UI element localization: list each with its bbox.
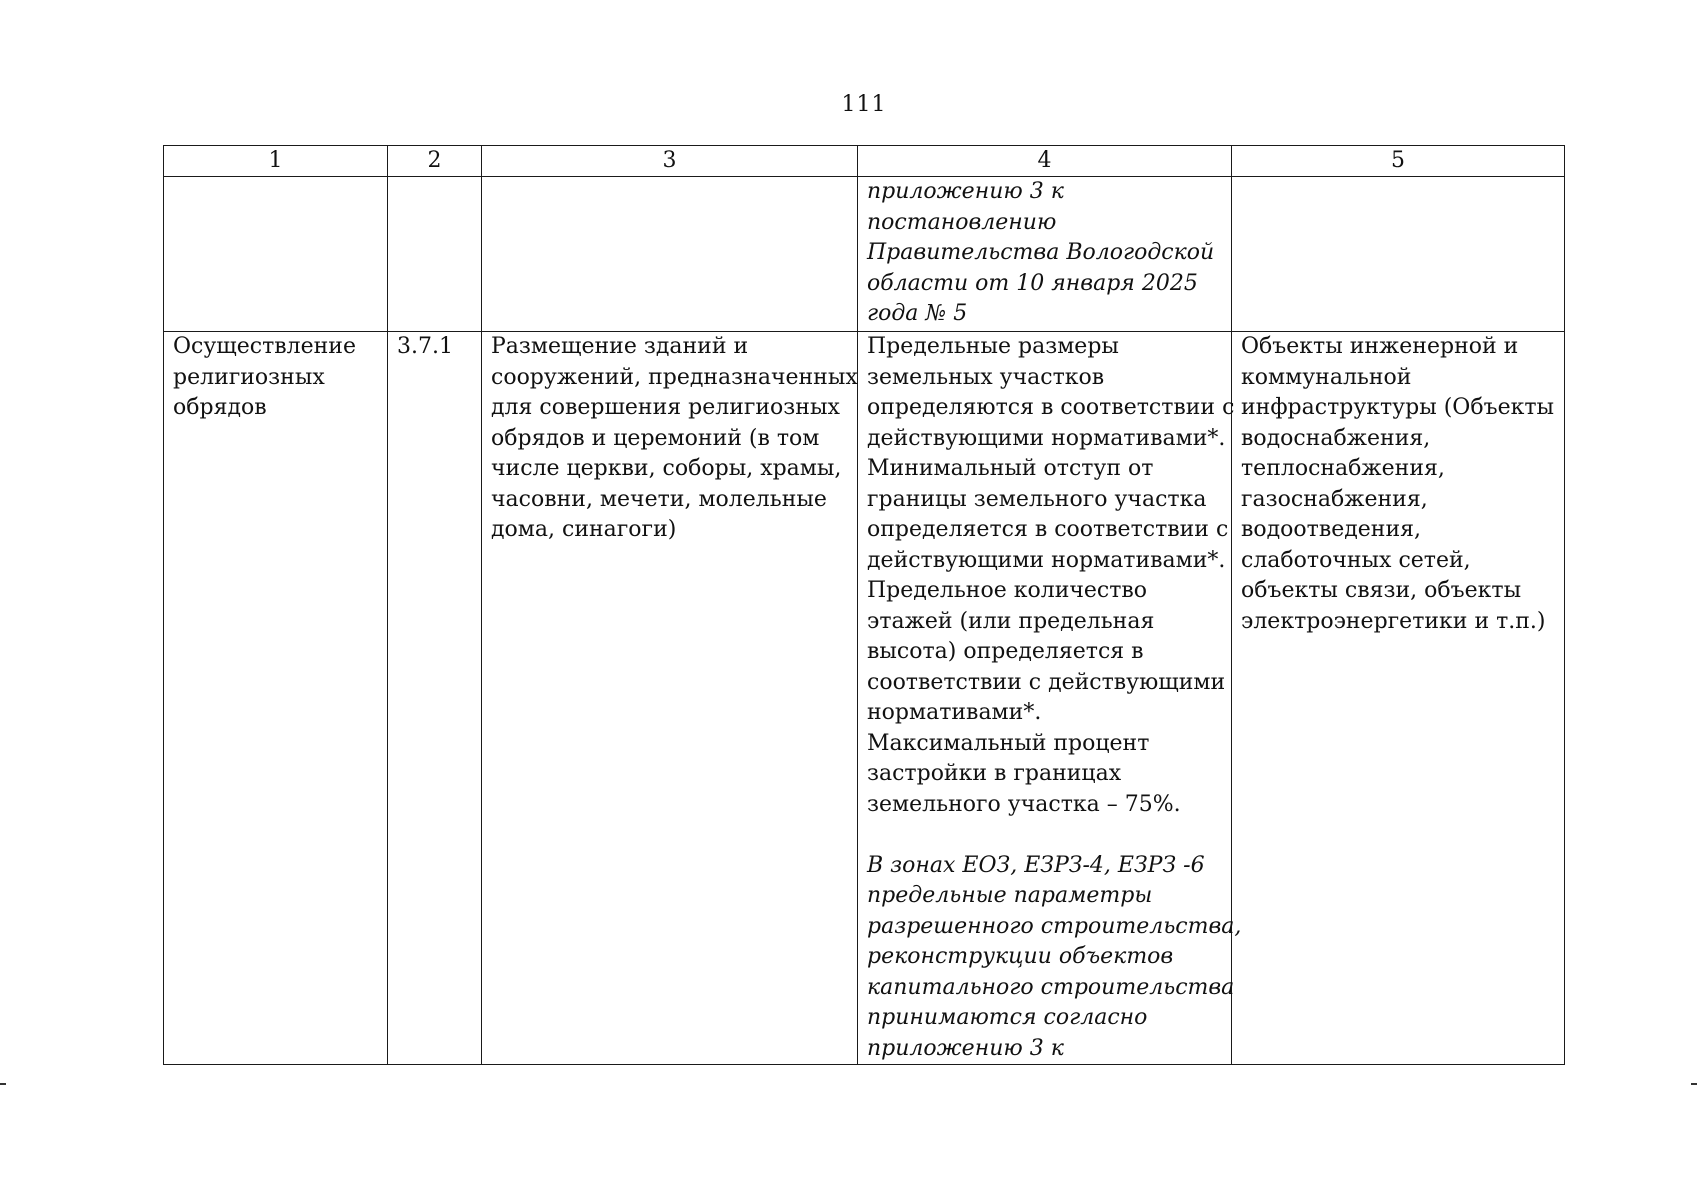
paragraph-gap xyxy=(867,820,1224,851)
auxiliary-line: теплоснабжения, xyxy=(1241,456,1445,481)
regulations-table xyxy=(163,145,1565,1065)
scan-edge-mark-left xyxy=(0,1083,6,1085)
auxiliary-objects-cell xyxy=(1232,332,1565,1065)
parameters-line: определяются в соответствии с xyxy=(867,395,1235,420)
header-col-4: 4 xyxy=(858,146,1232,177)
cont-cell-4 xyxy=(858,177,1232,332)
parameters-line: высота) определяется в xyxy=(867,639,1144,664)
cont-col4-line: года № 5 xyxy=(867,301,968,326)
table-row-continuation xyxy=(164,177,1565,332)
auxiliary-line: водоотведения, xyxy=(1241,517,1422,542)
header-col-2: 2 xyxy=(388,146,482,177)
parameters-line: определяется в соответствии с xyxy=(867,517,1229,542)
auxiliary-line: водоснабжения, xyxy=(1241,425,1431,451)
parameters-line: границы земельного участка xyxy=(867,486,1207,512)
header-col-1: 1 xyxy=(164,146,388,177)
parameters-cell xyxy=(858,332,1242,1065)
parameters-italic-line: разрешенного строительства, xyxy=(867,913,1242,939)
parameters-line: застройки в границах xyxy=(867,761,1122,786)
header-col-5: 5 xyxy=(1232,146,1565,177)
cont-col4-line: области от 10 января 2025 xyxy=(867,270,1198,296)
parameters-line: земельного участка – 75%. xyxy=(867,791,1181,817)
parameters-line: действующими нормативами*. xyxy=(867,547,1226,573)
cont-col4-line: Правительства Вологодской xyxy=(867,240,1215,265)
cont-cell-2 xyxy=(388,177,482,332)
parameters-italic-line: реконструкции объектов xyxy=(867,944,1174,969)
description-line: обрядов и церемоний (в том xyxy=(491,425,820,451)
description-line: дома, синагоги) xyxy=(491,517,677,542)
auxiliary-line: электроэнергетики и т.п.) xyxy=(1241,608,1546,634)
cont-cell-1 xyxy=(164,177,388,332)
parameters-line: этажей (или предельная xyxy=(867,608,1155,634)
auxiliary-line: Объекты инженерной и xyxy=(1241,334,1519,359)
header-col-3: 3 xyxy=(482,146,858,177)
parameters-italic-line: В зонах ЕОЗ, ЕЗРЗ-4, ЕЗРЗ -6 xyxy=(867,852,1205,878)
description-line: часовни, мечети, молельные xyxy=(491,486,827,512)
auxiliary-line: объекты связи, объекты xyxy=(1241,578,1522,603)
cont-cell-3 xyxy=(482,177,858,332)
parameters-line: Максимальный процент xyxy=(867,730,1150,756)
parameters-italic-line: приложению 3 к xyxy=(867,1035,1064,1061)
description-line: для совершения религиозных xyxy=(491,395,840,420)
auxiliary-line: слаботочных сетей, xyxy=(1241,547,1471,573)
description-line: Размещение зданий и xyxy=(491,334,749,359)
parameters-line: Предельное количество xyxy=(867,578,1148,603)
parameters-line: действующими нормативами*. xyxy=(867,425,1226,451)
use-name-line: Осуществление xyxy=(173,334,356,359)
cont-col4-line: постановлению xyxy=(867,209,1057,235)
parameters-italic-line: принимаются согласно xyxy=(867,1005,1148,1030)
use-name-line: религиозных xyxy=(173,364,325,390)
cont-cell-5 xyxy=(1232,177,1565,332)
description-line: сооружений, предназначенных xyxy=(491,364,858,390)
use-name-line: обрядов xyxy=(173,395,267,420)
parameters-italic-line: капитального строительства xyxy=(867,974,1235,1000)
parameters-line: Предельные размеры xyxy=(867,334,1119,359)
page-number: 111 xyxy=(841,92,887,117)
table-row-religious-rites xyxy=(164,332,1565,1065)
description-line: числе церкви, соборы, храмы, xyxy=(491,456,842,481)
cont-col4-line: приложению 3 к xyxy=(867,179,1064,204)
use-description-cell xyxy=(482,332,858,1065)
use-code-cell: 3.7.1 xyxy=(388,332,482,1065)
parameters-italic-line: предельные параметры xyxy=(867,883,1153,908)
parameters-line: земельных участков xyxy=(867,364,1105,390)
use-name-cell xyxy=(164,332,388,1065)
parameters-line: нормативами*. xyxy=(867,700,1042,725)
scan-edge-mark-right xyxy=(1691,1083,1697,1085)
parameters-line: соответствии с действующими xyxy=(867,669,1226,695)
parameters-line: Минимальный отступ от xyxy=(867,456,1154,481)
table-header-row xyxy=(164,146,1565,177)
auxiliary-line: коммунальной xyxy=(1241,364,1412,390)
auxiliary-line: инфраструктуры (Объекты xyxy=(1241,395,1555,420)
auxiliary-line: газоснабжения, xyxy=(1241,486,1428,512)
